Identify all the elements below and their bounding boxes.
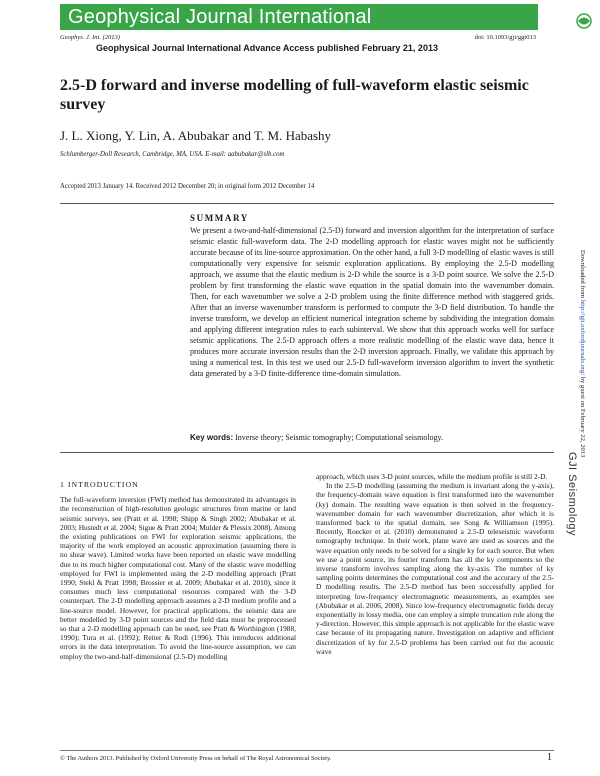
copyright-notice: © The Authors 2013. Published by Oxford University Press on behalf of The Royal Astronomical Society. <box>60 755 332 762</box>
page-number: 1 <box>547 752 552 763</box>
doi-link[interactable]: doi: 10.1093/gji/ggt013 <box>474 34 536 41</box>
section-heading: 1 INTRODUCTION <box>60 480 139 489</box>
section-tag: GJI Seismology <box>566 452 578 537</box>
summary-text: We present a two-and-half-dimensional (2.5-D) forward and inversion algorithm for the interpretation of surface seismic elastic full-waveform data. The 2-D modelling approach for elastic waves might not be sufficiently accurate because of its line-source approximation. On the other hand, a full 3-D modelling of elastic waves is still computationally very expensive for seismic exploration applications. By employing the 2.5-D modelling approach, we assume that the elastic medium is 2-D while the source is a 3-D point source. We solve the 2.5-D problem by first transforming the elastic wave equation in the spatial domain into the wavenumber domain. Then, for each wavenumber we solve a 2-D problem using the finite difference method with staggered grids. After that an inverse wavenumber transform is performed to compute the 3-D field distribution. To handle the inverse transform, we develop an efficient numerical integration scheme by subdividing the integration domain and applying different integration rules to each subinterval. We show that this approach works well for surface seismic applications. The 2.5-D approach offers a more realistic modelling of the elastic wave data, hence it produces more accurate inversion results than the 2-D inversion approach. Finally, we validate this approach by using a numerical test. In this test we used our 2.5-D full-waveform inversion algorithm to invert the synthetic data generated by a 3-D finite-difference time-domain simulation. <box>190 226 554 378</box>
journal-citation: Geophys. J. Int. (2013) <box>60 34 120 41</box>
article-title: 2.5-D forward and inverse modelling of full-waveform elastic seismic survey <box>60 77 529 113</box>
keywords-line <box>190 433 443 442</box>
acceptance-dates: Accepted 2013 January 14. Received 2012 December 20; in original form 2012 December 14 <box>60 183 315 190</box>
body-column-right <box>316 472 554 656</box>
body-paragraph: In the 2.5-D modelling (assuming the medium is invariant along the y-axis), the frequency-domain wave equation is first transformed into the wavenumber (ky) domain. The resulting wave equation is then solved in the frequency-wavenumber domain for each wavenumber discretization, after which it is transformed back to the spatial domain, see Song & Williamson (1995). Recently, Roecker et al. (2010) demonstrated a 2.5-D teleseismic waveform tomography technique. In their work, plane wave are used as sources and the wave equation only needs to be solved for a single ky for each source. But when we use a point source, its fourier transform has all the ky components so the inverse transform involves sampling along the ky-axis. The number of ky sampling points determines the computational cost and the accuracy of the 2.5-D modelling results. The 2.5-D method has been successfully applied for interpreting low-frequency electromagnetic measurements, as examples see (Abubakar et al. 2006, 2008). Since low-frequency electromagnetic fields decay exponentially in lossy media, one can employ a simple truncation rule along the y-direction. However, this simple approach is not applicable for the elastic wave case because of its propagating nature. Investigation on adaptive and efficient discretization of ky for 2.5-D problems has been carried out for the acoustic wave <box>316 481 554 656</box>
article-authors: J. L. Xiong, Y. Lin, A. Abubakar and T. M. Habashy <box>60 128 332 143</box>
advance-access-line: Geophysical Journal International Advance Access published February 21, 2013 <box>96 43 438 53</box>
divider <box>60 203 554 204</box>
download-prefix: Downloaded from <box>579 250 586 300</box>
journal-logo-icon <box>572 10 596 32</box>
author-affiliation: Schlumberger-Doll Research, Cambridge, MA, USA. E-mail: aabubakar@slb.com <box>60 151 285 158</box>
download-suffix: by guest on February 22, 2013 <box>579 375 586 458</box>
summary-heading: SUMMARY <box>190 213 249 223</box>
journal-banner <box>60 4 538 30</box>
keywords-list: Inverse theory; Seismic tomography; Computational seismology. <box>235 433 444 442</box>
download-notice <box>579 250 586 457</box>
footer-divider <box>60 750 554 751</box>
body-paragraph: The full-waveform inversion (FWI) method has demonstrated its advantages in the reconstruction of high-resolution geologic structures from marine or land seismic surveys, see (Pratt et al. 1998; Shipp & Singh 2002; Abubakar et al. 2003; Hustedt et al. 2004; Sigue & Pratt 2004; Mulder & Plessix 2008). Among the existing publications on FWI for exploration seismic applications, the majority of the work employed an acoustic approximation (assuming there is no shear wave). Limited works have been reported on elastic wave modelling due to its much higher computational cost. Many of the elastic wave modelling employed for FWI is implemented using the 2-D modelling approach (Pratt 1990; Stekl & Pratt 1998; Brossier et al. 2009; Abubakar et al. 2010), since it consumes much less computational resources compared with the 3-D counterpart. The 2-D modelling approach assumes a 2-D medium profile and a line-source model. However, for practical applications, the seismic data are better modelled by 3-D point sources and the field data must be preprocessed so that a 2-D modelling approach can be used, see Pratt & Worthington (1988, 1990); Tura et al. (1992); Reiter & Rodi (1996). This introduces additional errors in the data interpretation. To avoid the line-source assumption, we can employ the two-and-half-dimensional (2.5-D) modelling <box>60 495 296 661</box>
body-paragraph: approach, which uses 3-D point sources, while the medium profile is still 2-D. <box>316 472 548 481</box>
keywords-label: Key words: <box>190 433 234 442</box>
journal-url-link[interactable]: http://gji.oxfordjournals.org/ <box>579 299 586 376</box>
journal-title: Geophysical Journal International <box>68 6 372 28</box>
body-column-left <box>60 472 296 661</box>
divider <box>60 452 554 453</box>
